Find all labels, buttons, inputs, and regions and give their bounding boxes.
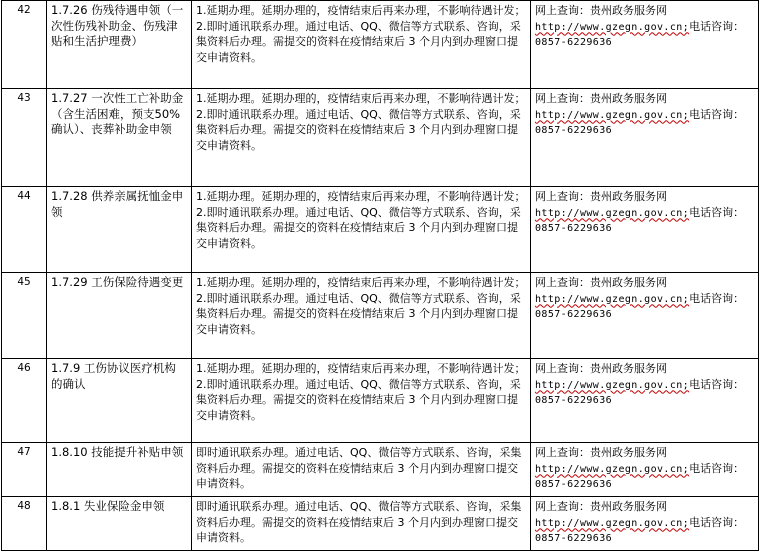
contact-info xyxy=(531,187,759,273)
web-query-label: 网上查询：贵州政务服务网 xyxy=(535,190,667,203)
method-step: 2.即时通讯联系办理。通过电话、QQ、微信等方式联系、咨询，采集资料后办理。需提交的资料在疫情结束后 3 个月内到办理窗口提交申请资料。 xyxy=(196,19,521,64)
website-link[interactable]: http://www.gzegn.gov.cn; xyxy=(535,207,690,219)
method-step: 1.延期办理。延期办理的，疫情结束后再来办理，不影响待遇计发； xyxy=(196,276,526,289)
method-step: 即时通讯联系办理。通过电话、QQ、微信等方式联系、咨询，采集资料后办理。需提交的资料在疫情结束后 3 个月内到办理窗口提交申请资料。 xyxy=(196,500,522,544)
phone-label: 电话咨询： xyxy=(689,291,745,305)
service-item: 1.7.29 工伤保险待遇变更 xyxy=(47,273,192,359)
contact-info xyxy=(531,1,759,89)
website-link[interactable]: http://www.gzegn.gov.cn; xyxy=(535,517,690,529)
table-row xyxy=(2,89,759,187)
service-item: 1.7.27 一次性工亡补助金（含生活困难，预支50%确认）、丧葬补助金申领 xyxy=(47,89,192,187)
phone-number: 0857-6229636 xyxy=(535,309,613,320)
method-step: 2.即时通讯联系办理。通过电话、QQ、微信等方式联系、咨询，采集资料后办理。需提交的资料在疫情结束后 3 个月内到办理窗口提交申请资料。 xyxy=(196,291,521,336)
contact-info xyxy=(531,359,759,443)
contact-info xyxy=(531,89,759,187)
method-step: 2.即时通讯联系办理。通过电话、QQ、微信等方式联系、咨询，采集资料后办理。需提交的资料在疫情结束后 3 个月内到办理窗口提交申请资料。 xyxy=(196,107,521,152)
phone-number: 0857-6229636 xyxy=(535,223,613,234)
method-step: 即时通讯联系办理。通过电话、QQ、微信等方式联系、咨询，采集资料后办理。需提交的资料在疫情结束后 3 个月内到办理窗口提交申请资料。 xyxy=(196,446,522,490)
website-link[interactable]: http://www.gzegn.gov.cn; xyxy=(535,379,690,391)
service-item: 1.7.9 工伤协议医疗机构的确认 xyxy=(47,359,192,443)
service-item: 1.8.1 失业保险金申领 xyxy=(47,497,192,551)
service-item: 1.7.28 供养亲属抚恤金申领 xyxy=(47,187,192,273)
phone-number: 0857-6229636 xyxy=(535,395,613,406)
handling-method xyxy=(192,89,531,187)
table-row xyxy=(2,1,759,89)
row-number: 45 xyxy=(2,273,47,359)
phone-label: 电话咨询： xyxy=(689,377,745,391)
website-link[interactable]: http://www.gzegn.gov.cn; xyxy=(535,109,690,121)
method-step: 1.延期办理。延期办理的，疫情结束后再来办理，不影响待遇计发； xyxy=(196,92,526,105)
method-step: 2.即时通讯联系办理。通过电话、QQ、微信等方式联系、咨询，采集资料后办理。需提交的资料在疫情结束后 3 个月内到办理窗口提交申请资料。 xyxy=(196,205,521,250)
table-row xyxy=(2,359,759,443)
phone-label: 电话咨询： xyxy=(689,205,745,219)
row-number: 48 xyxy=(2,497,47,551)
handling-method xyxy=(192,1,531,89)
method-step: 1.延期办理。延期办理的，疫情结束后再来办理，不影响待遇计发； xyxy=(196,190,526,203)
contact-info xyxy=(531,443,759,497)
web-query-label: 网上查询：贵州政务服务网 xyxy=(535,500,667,513)
web-query-label: 网上查询：贵州政务服务网 xyxy=(535,4,667,17)
row-number: 44 xyxy=(2,187,47,273)
phone-label: 电话咨询： xyxy=(689,515,745,529)
method-step: 1.延期办理。延期办理的，疫情结束后再来办理，不影响待遇计发； xyxy=(196,362,526,375)
row-number: 47 xyxy=(2,443,47,497)
handling-method xyxy=(192,187,531,273)
phone-number: 0857-6229636 xyxy=(535,533,613,544)
phone-label: 电话咨询： xyxy=(689,107,745,121)
web-query-label: 网上查询：贵州政务服务网 xyxy=(535,276,667,289)
handling-method xyxy=(192,443,531,497)
handling-method xyxy=(192,273,531,359)
web-query-label: 网上查询：贵州政务服务网 xyxy=(535,92,667,105)
website-link[interactable]: http://www.gzegn.gov.cn; xyxy=(535,463,690,475)
table-row xyxy=(2,187,759,273)
phone-number: 0857-6229636 xyxy=(535,37,613,48)
contact-info xyxy=(531,273,759,359)
web-query-label: 网上查询：贵州政务服务网 xyxy=(535,362,667,375)
contact-info xyxy=(531,497,759,551)
services-table xyxy=(1,0,759,551)
method-step: 2.即时通讯联系办理。通过电话、QQ、微信等方式联系、咨询，采集资料后办理。需提交的资料在疫情结束后 3 个月内到办理窗口提交申请资料。 xyxy=(196,377,521,422)
table-row xyxy=(2,443,759,497)
service-item: 1.7.26 伤残待遇申领（一次性伤残补助金、伤残津贴和生活护理费） xyxy=(47,1,192,89)
phone-label: 电话咨询： xyxy=(689,19,745,33)
website-link[interactable]: http://www.gzegn.gov.cn; xyxy=(535,21,690,33)
phone-label: 电话咨询： xyxy=(689,461,745,475)
service-item: 1.8.10 技能提升补贴申领 xyxy=(47,443,192,497)
website-link[interactable]: http://www.gzegn.gov.cn; xyxy=(535,293,690,305)
row-number: 46 xyxy=(2,359,47,443)
web-query-label: 网上查询：贵州政务服务网 xyxy=(535,446,667,459)
table-row xyxy=(2,497,759,551)
phone-number: 0857-6229636 xyxy=(535,479,613,490)
phone-number: 0857-6229636 xyxy=(535,125,613,136)
handling-method xyxy=(192,497,531,551)
row-number: 42 xyxy=(2,1,47,89)
handling-method xyxy=(192,359,531,443)
method-step: 1.延期办理。延期办理的，疫情结束后再来办理，不影响待遇计发； xyxy=(196,4,526,17)
table-row xyxy=(2,273,759,359)
row-number: 43 xyxy=(2,89,47,187)
